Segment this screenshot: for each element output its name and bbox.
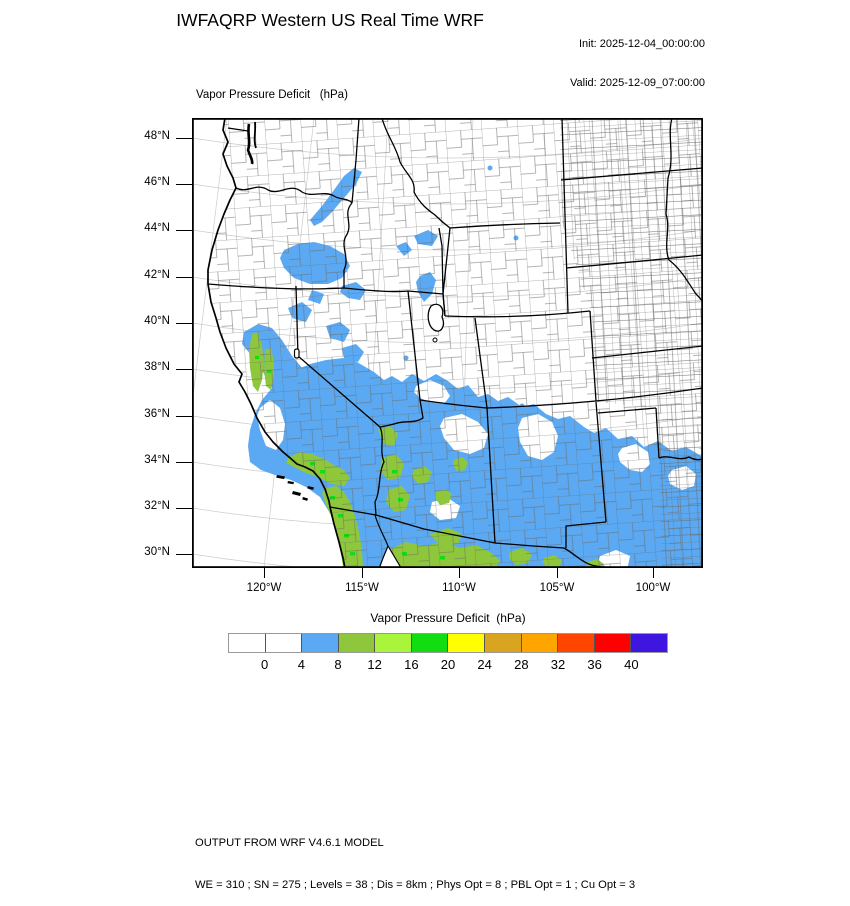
lat-tick-label: 34°N bbox=[144, 454, 170, 466]
lon-tick bbox=[264, 568, 266, 578]
lat-tick-label: 30°N bbox=[144, 546, 170, 558]
lon-tick bbox=[557, 568, 559, 578]
colorbar-cell bbox=[229, 634, 265, 652]
lat-tick bbox=[176, 138, 192, 140]
colorbar-tick-label: 4 bbox=[297, 657, 305, 672]
lat-tick-label: 46°N bbox=[144, 176, 170, 188]
lat-tick-label: 40°N bbox=[144, 315, 170, 327]
colorbar-tick-label: 8 bbox=[334, 657, 342, 672]
valid-time: Valid: 2025-12-09_07:00:00 bbox=[570, 77, 705, 89]
colorbar bbox=[228, 633, 668, 653]
lat-tick bbox=[176, 508, 192, 510]
footer-line1: OUTPUT FROM WRF V4.6.1 MODEL bbox=[195, 837, 384, 849]
footer-text bbox=[195, 808, 635, 906]
lon-tick bbox=[653, 568, 655, 578]
lat-tick bbox=[176, 323, 192, 325]
colorbar-title: Vapor Pressure Deficit (hPa) bbox=[370, 611, 526, 625]
great-salt-lake bbox=[428, 304, 443, 331]
map-canvas bbox=[192, 118, 703, 568]
footer-line2: WE = 310 ; SN = 275 ; Levels = 38 ; Dis = 8km ; Phys Opt = 8 ; PBL Opt = 1 ; Cu Opt = 3 bbox=[195, 879, 636, 891]
colorbar-cell bbox=[338, 634, 375, 652]
colorbar-tick-label: 20 bbox=[440, 657, 456, 672]
lat-tick bbox=[176, 184, 192, 186]
colorbar-cell bbox=[630, 634, 667, 652]
lat-tick-label: 48°N bbox=[144, 130, 170, 142]
lat-tick-label: 42°N bbox=[144, 269, 170, 281]
plot-title: IWFAQRP Western US Real Time WRF bbox=[176, 10, 484, 30]
colorbar-tick-label: 36 bbox=[587, 657, 602, 672]
lat-tick-label: 44°N bbox=[144, 222, 170, 234]
field-subtitle: Vapor Pressure Deficit (hPa) bbox=[196, 89, 348, 101]
colorbar-cell bbox=[374, 634, 411, 652]
lake-tahoe bbox=[295, 349, 300, 358]
lat-tick bbox=[176, 230, 192, 232]
lon-tick bbox=[459, 568, 461, 578]
colorbar-tick-label: 0 bbox=[261, 657, 269, 672]
colorbar-cell bbox=[301, 634, 338, 652]
lat-tick bbox=[176, 416, 192, 418]
map-svg bbox=[192, 118, 703, 568]
colorbar-cell bbox=[521, 634, 558, 652]
colorbar-tick-label: 40 bbox=[624, 657, 639, 672]
lon-tick-label: 105°W bbox=[539, 582, 575, 594]
lat-tick-label: 32°N bbox=[144, 500, 170, 512]
colorbar-cell bbox=[265, 634, 302, 652]
colorbar-tick-label: 12 bbox=[367, 657, 382, 672]
colorbar-cell bbox=[447, 634, 484, 652]
lon-tick bbox=[362, 568, 364, 578]
colorbar-cell bbox=[557, 634, 594, 652]
lon-tick-label: 120°W bbox=[246, 582, 282, 594]
colorbar-cell bbox=[411, 634, 448, 652]
lat-tick bbox=[176, 462, 192, 464]
colorbar-tick-label: 32 bbox=[550, 657, 566, 672]
init-time: Init: 2025-12-04_00:00:00 bbox=[579, 38, 705, 50]
lon-tick-label: 100°W bbox=[635, 582, 671, 594]
lat-tick-label: 38°N bbox=[144, 361, 170, 373]
colorbar-cell bbox=[484, 634, 521, 652]
utah-lake bbox=[433, 338, 437, 342]
colorbar-cell bbox=[594, 634, 631, 652]
colorbar-tick-label: 24 bbox=[477, 657, 492, 672]
colorbar-tick-label: 28 bbox=[514, 657, 529, 672]
time-block bbox=[570, 12, 705, 103]
lat-tick bbox=[176, 369, 192, 371]
lat-tick-label: 36°N bbox=[144, 408, 170, 420]
lon-tick-label: 115°W bbox=[345, 582, 379, 594]
colorbar-tick-label: 16 bbox=[404, 657, 419, 672]
lat-tick bbox=[176, 277, 192, 279]
lon-tick-label: 110°W bbox=[442, 582, 476, 594]
lat-tick bbox=[176, 554, 192, 556]
